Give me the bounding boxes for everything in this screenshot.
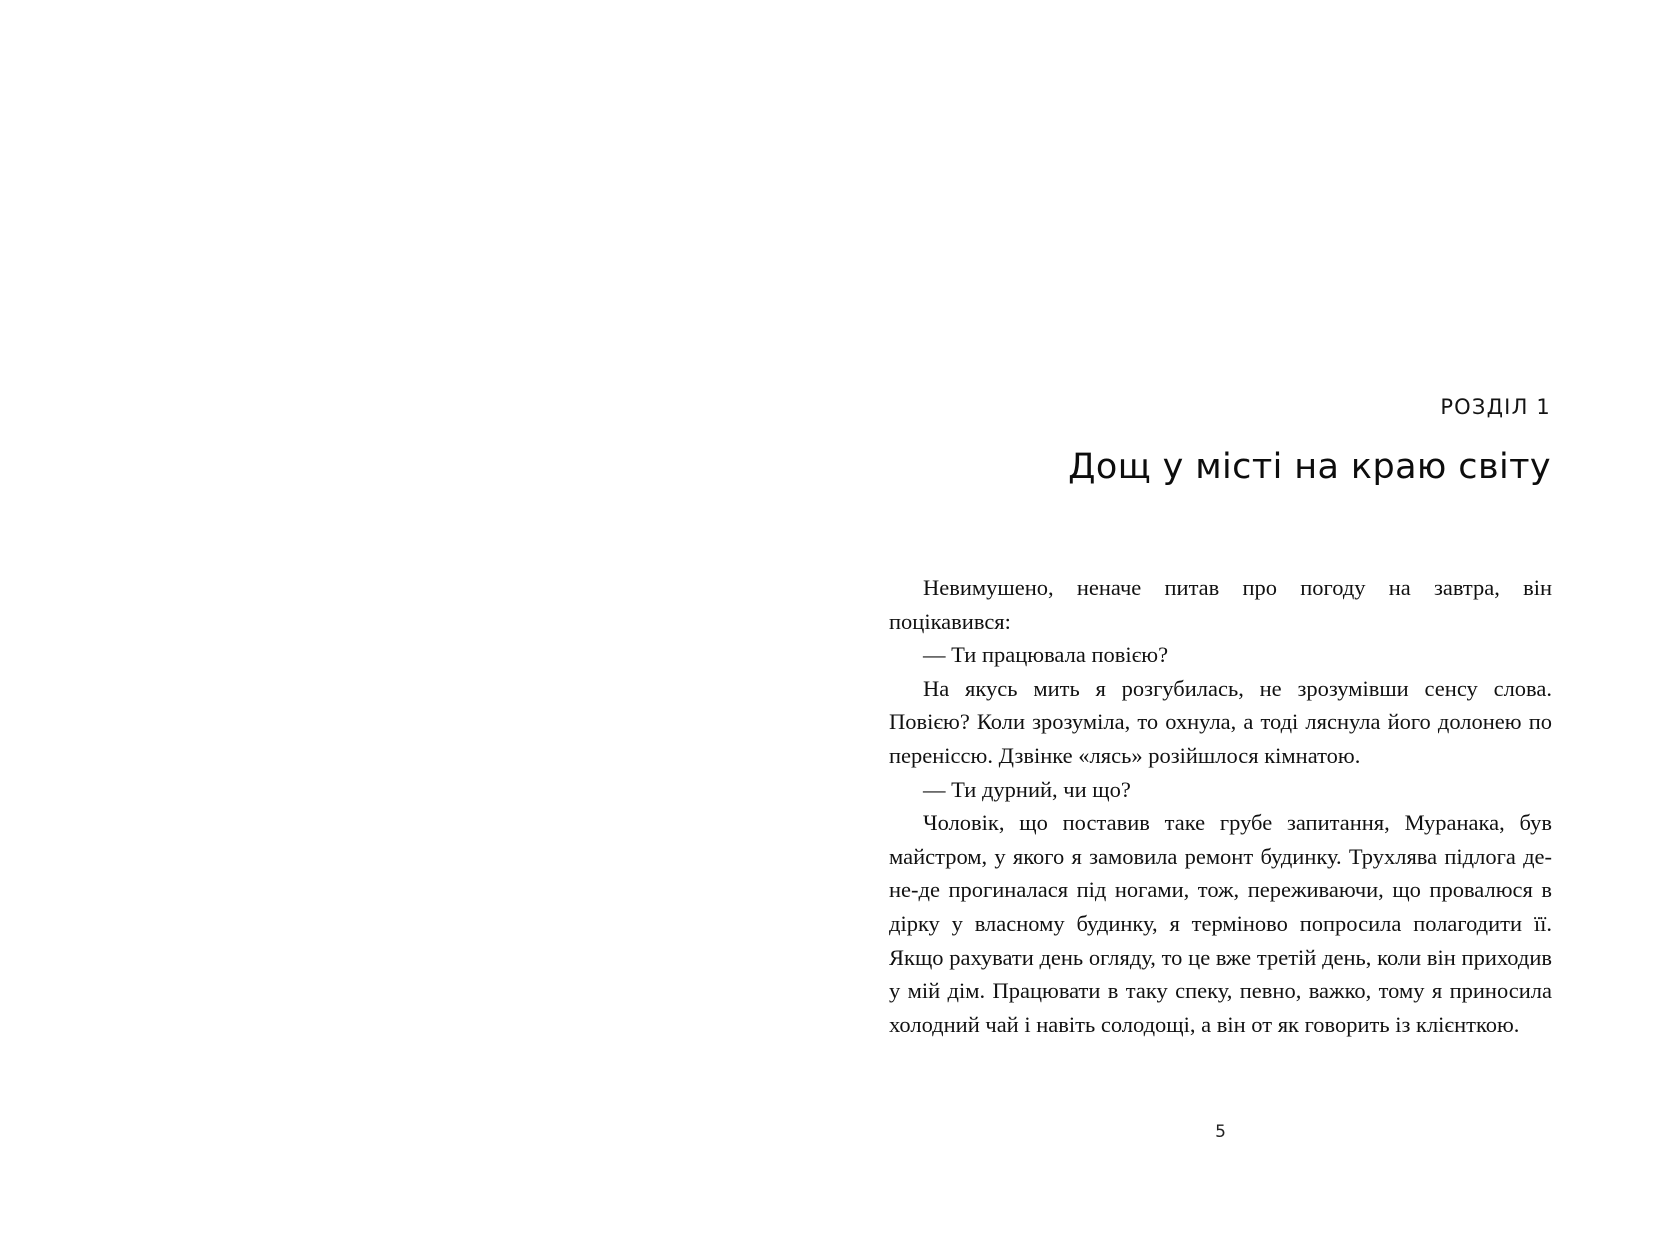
chapter-heading-block: [941, 395, 1551, 490]
paragraph: Чоловік, що поставив таке грубе запитання, Муранака, був майстром, у якого я замовила ремонт будинку. Трухлява підлога де-не-де прогиналася під ногами, тож, переживаючи, що провалюся в дірку у власному будинку, я терміново попросила полагодити її. Якщо рахувати день огляду, то це вже третій день, коли він приходив у мій дім. Працювати в таку спеку, певно, важко, тому я приносила холодний чай і навіть солодощі, а він от як говорить із клієнткою.: [889, 810, 1552, 1037]
page-number: 5: [1215, 1122, 1226, 1142]
paragraph: Невимушено, неначе питав про погоду на завтра, він поцікавився:: [889, 575, 1552, 634]
paragraph: — Ти працювала повією?: [923, 642, 1169, 668]
right-page: [827, 0, 1654, 1240]
paragraph: На якусь мить я розгубилась, не зрозумівши сенсу слова. Повією? Коли зрозуміла, то охнула, а тоді ляснула його долонею по переніссю. Дзвінке «лясь» розійшлося кімнатою.: [889, 675, 1552, 768]
chapter-label: РОЗДІЛ 1: [1440, 395, 1551, 419]
paragraph: — Ти дурний, чи що?: [923, 776, 1131, 802]
chapter-title: Дощ у місті на краю світу: [1068, 447, 1551, 488]
body-text: [889, 571, 1552, 1041]
